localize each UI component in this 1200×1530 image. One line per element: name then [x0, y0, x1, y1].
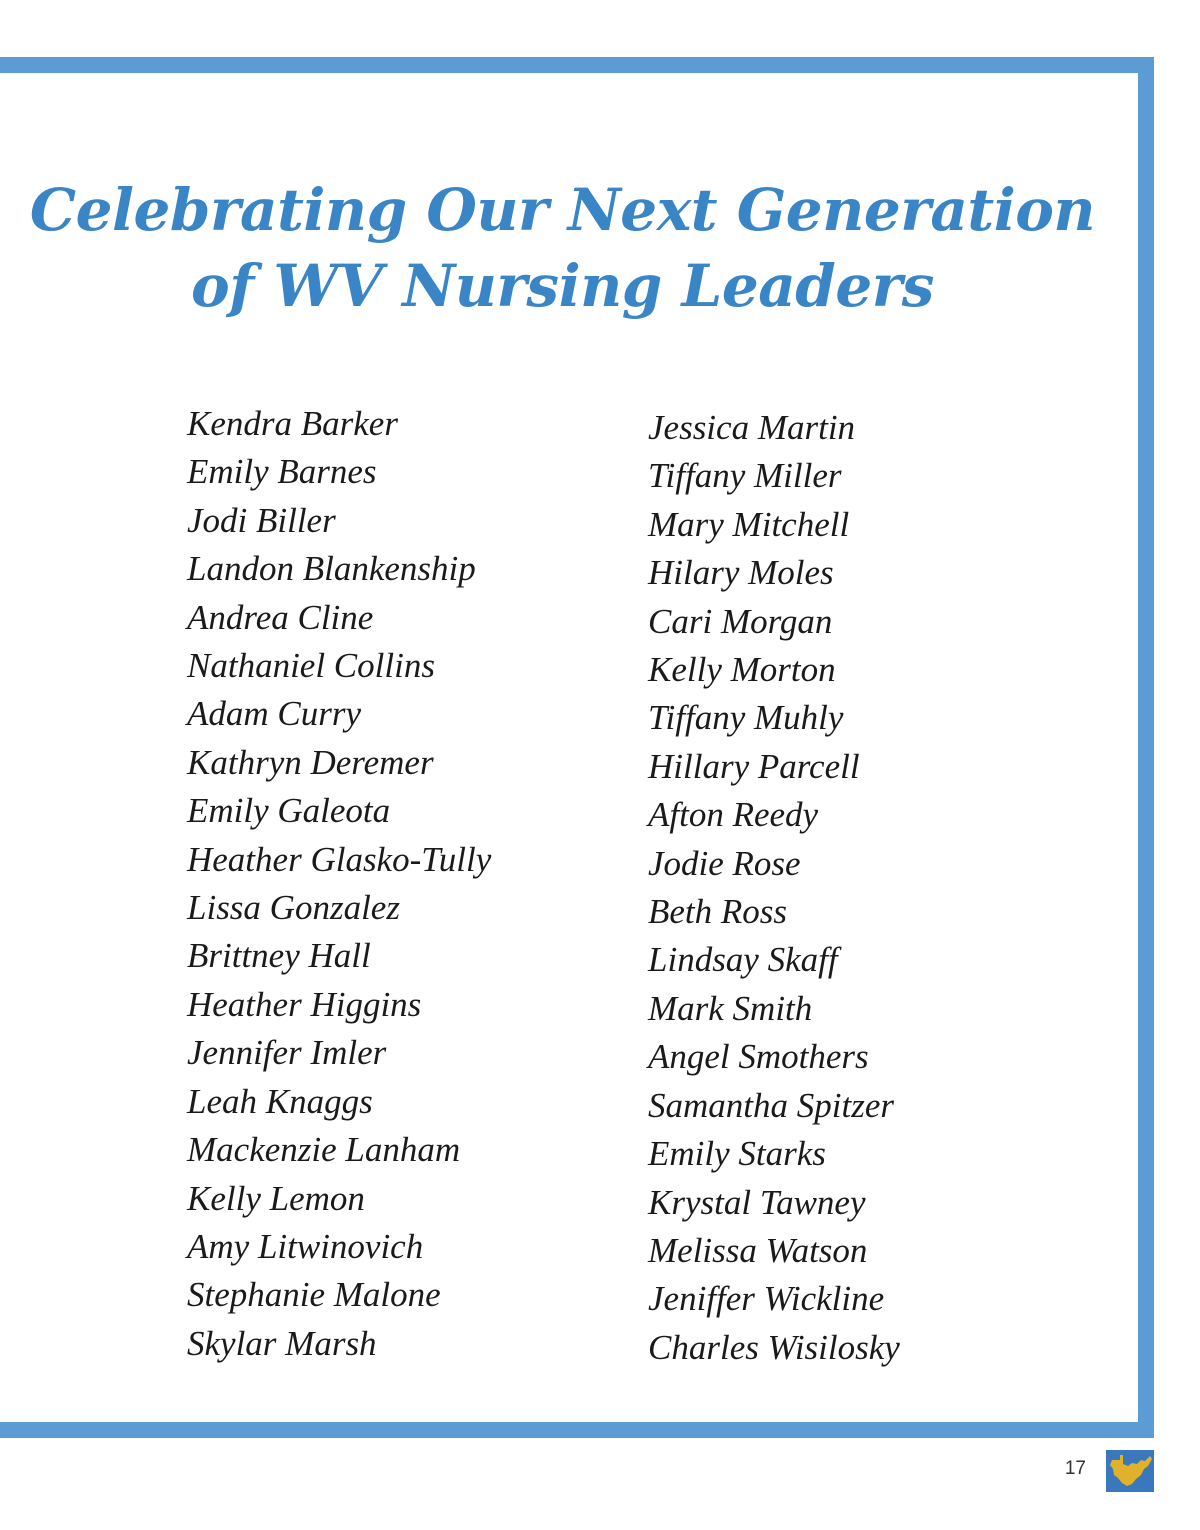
title-line-2: of WV Nursing Leaders: [191, 252, 934, 320]
west-virginia-shape-icon: [1106, 1450, 1154, 1492]
page-title: [0, 172, 1125, 324]
name-list-item: Stephanie Malone: [187, 1275, 441, 1315]
name-list-item: Mary Mitchell: [648, 504, 850, 544]
name-list-item: Lissa Gonzalez: [187, 888, 400, 928]
name-list-item: Emily Starks: [648, 1134, 826, 1174]
name-list-item: Andrea Cline: [187, 597, 374, 637]
name-list-item: Heather Higgins: [187, 984, 422, 1024]
name-list-item: Beth Ross: [648, 892, 788, 932]
name-list-item: Tiffany Muhly: [648, 698, 844, 738]
name-list-item: Brittney Hall: [187, 936, 371, 976]
names-column-left: [187, 400, 491, 1368]
title-line-1: Celebrating Our Next Generation: [29, 176, 1096, 244]
name-list-item: Krystal Tawney: [648, 1182, 866, 1222]
name-list-item: Hilary Moles: [648, 553, 834, 593]
name-list-item: Leah Knaggs: [187, 1081, 373, 1121]
name-list-item: Mark Smith: [648, 988, 813, 1028]
name-list-item: Kelly Lemon: [187, 1178, 365, 1218]
name-list-item: Kelly Morton: [648, 650, 836, 690]
name-list-item: Jessica Martin: [648, 408, 856, 447]
name-list-item: Tiffany Miller: [648, 456, 842, 496]
name-list-item: Jennifer Imler: [187, 1033, 387, 1073]
name-list-item: Jodie Rose: [648, 843, 801, 883]
name-list-item: Cari Morgan: [648, 601, 833, 641]
name-list-item: Amy Litwinovich: [187, 1226, 424, 1266]
name-list-item: Melissa Watson: [648, 1230, 868, 1270]
name-list-item: Afton Reedy: [648, 795, 819, 835]
name-list-item: Adam Curry: [187, 694, 362, 734]
name-list-item: Emily Barnes: [187, 452, 377, 492]
name-list-item: Jodi Biller: [187, 500, 336, 540]
name-list-item: Kathryn Deremer: [187, 742, 434, 782]
name-list-item: Skylar Marsh: [187, 1323, 377, 1363]
name-list-item: Hillary Parcell: [648, 746, 860, 786]
west-virginia-state-icon: [1106, 1450, 1154, 1492]
name-list-item: Heather Glasko-Tully: [187, 839, 492, 879]
page-number: 17: [1064, 1458, 1086, 1479]
name-list-item: Lindsay Skaff: [648, 940, 838, 980]
name-list-item: Nathaniel Collins: [187, 646, 435, 686]
names-column-right: [648, 404, 900, 1372]
name-list-item: Angel Smothers: [648, 1037, 869, 1077]
name-list-item: Emily Galeota: [187, 791, 391, 831]
name-list-item: Jeniffer Wickline: [648, 1279, 885, 1319]
name-list-item: Landon Blankenship: [187, 549, 476, 589]
name-list-item: Mackenzie Lanham: [187, 1130, 461, 1170]
name-list-item: Kendra Barker: [187, 404, 398, 443]
name-list-item: Charles Wisilosky: [648, 1327, 900, 1367]
name-list-item: Samantha Spitzer: [648, 1085, 894, 1125]
